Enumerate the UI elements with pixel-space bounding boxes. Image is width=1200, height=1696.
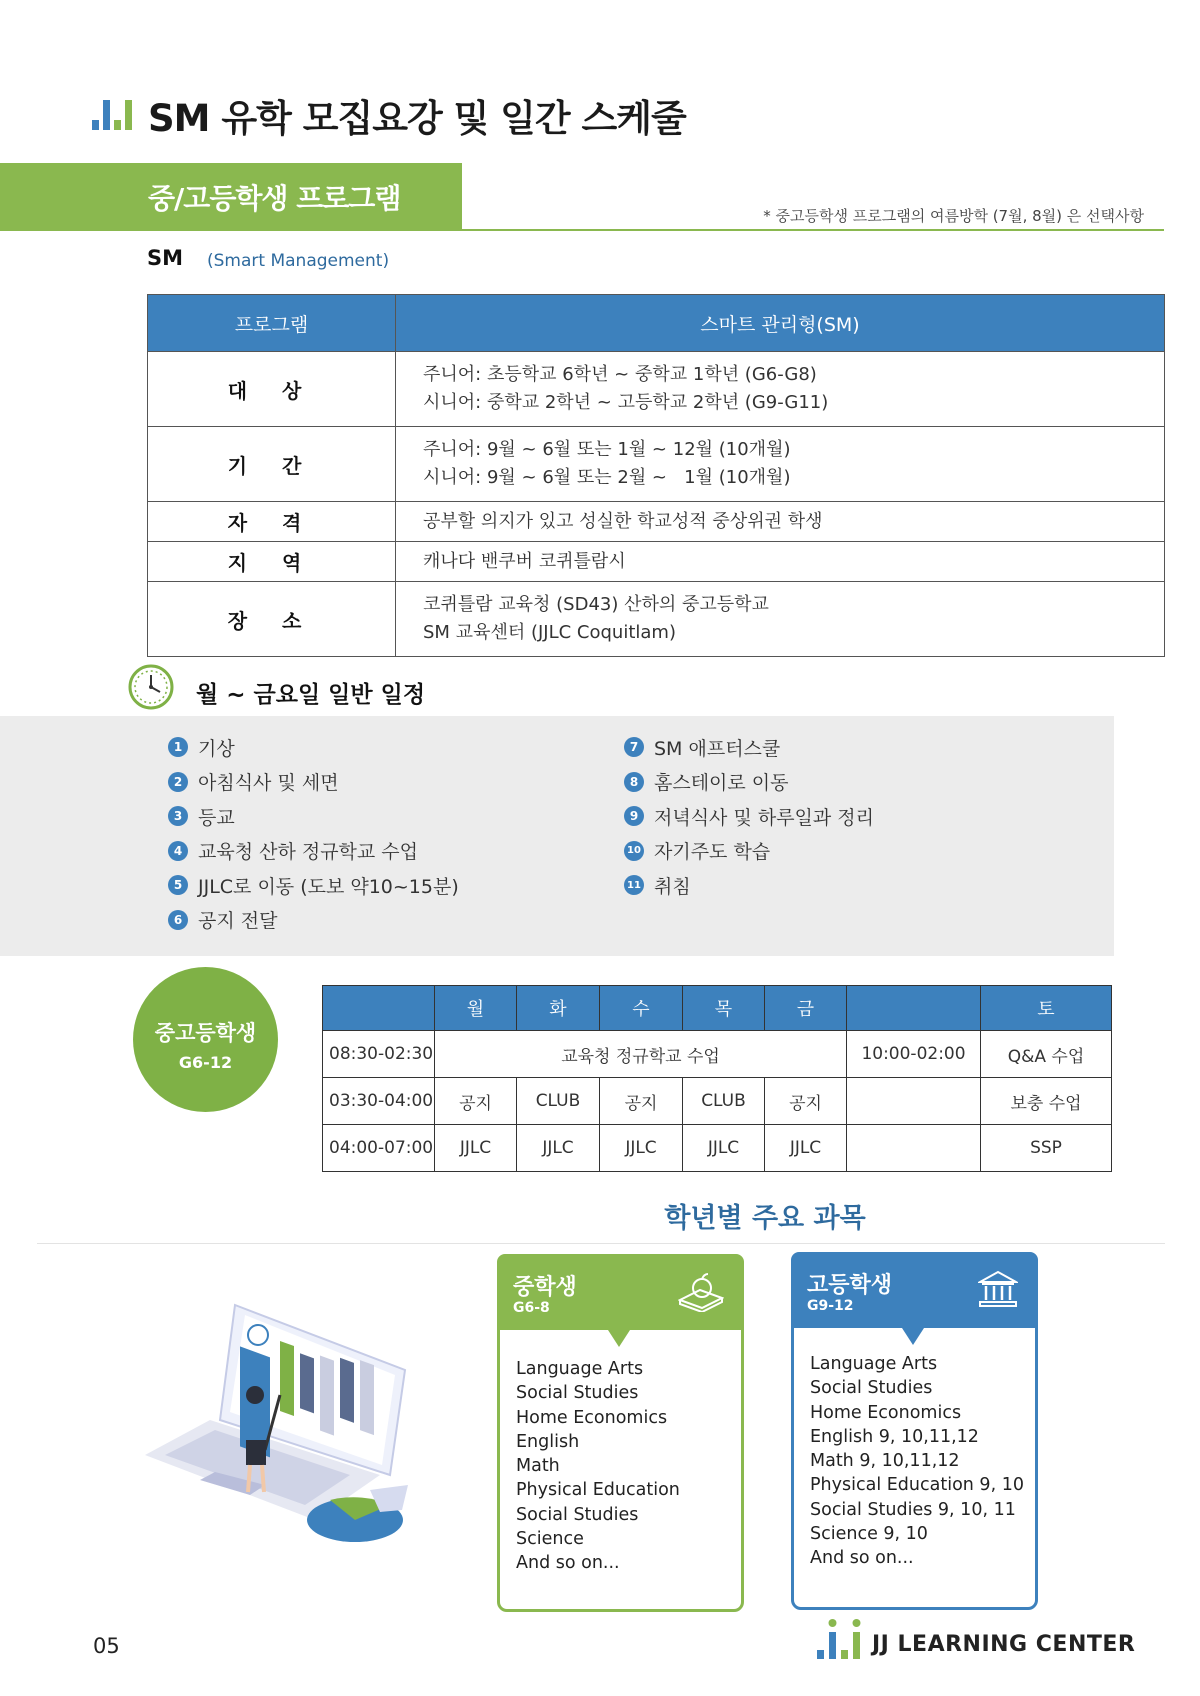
step-number: 10 <box>624 841 644 861</box>
day-cell: 공지 <box>765 1078 847 1125</box>
page-number: 05 <box>93 1634 120 1658</box>
high-school-card <box>791 1252 1038 1610</box>
row-label: 자 격 <box>148 502 396 542</box>
header-cell: 수 <box>600 986 683 1031</box>
table-header-sm: 스마트 관리형(SM) <box>396 295 1165 352</box>
merged-cell: 교육청 정규학교 수업 <box>435 1031 847 1078</box>
subject-list <box>810 1352 1024 1571</box>
list-item <box>168 834 459 869</box>
table-row <box>148 352 1165 427</box>
section-title: 중/고등학생 프로그램 <box>148 182 401 215</box>
jj-logo-icon <box>92 100 132 130</box>
section-band <box>0 163 462 231</box>
header-cell: 목 <box>683 986 765 1031</box>
list-item <box>624 765 874 800</box>
step-number: 1 <box>168 737 188 757</box>
day-cell: 공지 <box>435 1078 517 1125</box>
list-item <box>624 799 874 834</box>
header-cell: 월 <box>435 986 517 1031</box>
sat-time-cell: 10:00-02:00 <box>847 1031 981 1078</box>
list-item: Math 9, 10,11,12 <box>810 1451 960 1472</box>
list-item: And so on... <box>810 1548 914 1569</box>
schedule-list-left <box>168 730 459 937</box>
list-item: Math <box>516 1456 560 1477</box>
schedule-title: 월 ~ 금요일 일반 일정 <box>196 682 426 708</box>
table-row <box>148 582 1165 657</box>
summer-note: * 중고등학생 프로그램의 여름방학 (7월, 8월) 은 선택사항 <box>763 207 1144 225</box>
step-number: 4 <box>168 841 188 861</box>
row-value <box>396 582 1165 657</box>
table-row <box>148 542 1165 582</box>
laptop-illustration-icon <box>140 1300 440 1560</box>
row-label: 대 상 <box>148 352 396 427</box>
schedule-box <box>0 716 1114 956</box>
time-cell: 08:30-02:30 <box>323 1031 435 1078</box>
jj-logo-icon <box>815 1618 865 1660</box>
card-title: 중학생 <box>513 1275 577 1300</box>
step-text: 자기주도 학습 <box>654 841 771 864</box>
list-item: Social Studies <box>516 1504 639 1525</box>
value-line: 시니어: 중학교 2학년 ~ 고등학교 2학년 (G9-G11) <box>423 392 829 413</box>
step-number: 8 <box>624 772 644 792</box>
card-pointer <box>608 1330 630 1347</box>
list-item: Physical Education 9, 10 <box>810 1475 1024 1496</box>
list-item: Language Arts <box>516 1359 644 1379</box>
sat-cell: 보충 수업 <box>981 1078 1112 1125</box>
card-grade: G9-12 <box>807 1298 854 1314</box>
weekly-schedule-table <box>322 985 1112 1172</box>
day-cell: JJLC <box>517 1125 600 1172</box>
row-label: 지 역 <box>148 542 396 582</box>
sat-cell: SSP <box>981 1125 1112 1172</box>
day-cell: JJLC <box>683 1125 765 1172</box>
list-item: Social Studies 9, 10, 11 <box>810 1499 1016 1520</box>
list-item <box>168 903 459 938</box>
header-cell: 토 <box>981 986 1112 1031</box>
row-value: 공부할 의지가 있고 성실한 학교성적 중상위권 학생 <box>396 502 1165 542</box>
step-text: 홈스테이로 이동 <box>654 772 789 795</box>
value-line: 주니어: 9월 ~ 6월 또는 1월 ~ 12월 (10개월) <box>423 439 791 460</box>
step-text: 아침식사 및 세면 <box>198 772 339 795</box>
schedule-list-right <box>624 730 874 903</box>
section-divider <box>462 229 1164 231</box>
empty-cell <box>847 1125 981 1172</box>
row-label: 기 간 <box>148 427 396 502</box>
row-value <box>396 352 1165 427</box>
list-item: And so on... <box>516 1553 620 1574</box>
header-cell: 금 <box>765 986 847 1031</box>
table-row <box>323 1125 1112 1172</box>
list-item: Science 9, 10 <box>810 1524 928 1545</box>
list-item <box>168 765 459 800</box>
day-cell: JJLC <box>600 1125 683 1172</box>
table-header-program: 프로그램 <box>148 295 396 352</box>
sm-subtitle: (Smart Management) <box>207 251 390 271</box>
list-item: English 9, 10,11,12 <box>810 1426 979 1447</box>
day-cell: 공지 <box>600 1078 683 1125</box>
step-text: JJLC로 이동 (도보 약10~15분) <box>198 875 459 898</box>
list-item: Physical Education <box>516 1480 680 1501</box>
list-item <box>624 834 874 869</box>
page-title: SM 유학 모집요강 및 일간 스케줄 <box>148 97 686 140</box>
list-item: Social Studies <box>516 1383 639 1404</box>
list-item: Language Arts <box>810 1354 938 1374</box>
step-number: 3 <box>168 806 188 826</box>
step-text: 취침 <box>654 875 691 898</box>
table-row <box>323 1078 1112 1125</box>
list-item <box>168 799 459 834</box>
subject-list <box>516 1357 680 1576</box>
step-text: 등교 <box>198 806 235 829</box>
time-cell: 04:00-07:00 <box>323 1125 435 1172</box>
header-cell <box>323 986 435 1031</box>
value-line: SM 교육센터 (JJLC Coquitlam) <box>423 622 676 643</box>
card-title: 고등학생 <box>807 1273 893 1298</box>
step-number: 6 <box>168 910 188 930</box>
list-item <box>168 730 459 765</box>
list-item: Science <box>516 1529 584 1550</box>
step-number: 2 <box>168 772 188 792</box>
card-header <box>791 1252 1038 1328</box>
row-value <box>396 427 1165 502</box>
step-number: 9 <box>624 806 644 826</box>
step-number: 11 <box>624 875 644 895</box>
list-item: Home Economics <box>516 1407 668 1428</box>
table-header-row <box>148 295 1165 352</box>
list-item: English <box>516 1431 580 1452</box>
list-item: Social Studies <box>810 1378 933 1399</box>
table-row <box>148 427 1165 502</box>
badge-title: 중고등학생 <box>154 1021 257 1045</box>
time-cell: 03:30-04:00 <box>323 1078 435 1125</box>
value-line: 시니어: 9월 ~ 6월 또는 2월 ~ 1월 (10개월) <box>423 467 791 488</box>
school-building-icon <box>978 1270 1018 1308</box>
step-number: 7 <box>624 737 644 757</box>
student-badge <box>133 967 278 1112</box>
card-header <box>497 1254 744 1330</box>
divider <box>37 1243 1165 1244</box>
sm-label: SM <box>147 246 184 270</box>
badge-grade: G6-12 <box>178 1053 233 1072</box>
empty-cell <box>847 1078 981 1125</box>
list-item <box>624 868 874 903</box>
card-grade: G6-8 <box>513 1300 550 1316</box>
clock-icon <box>128 664 174 710</box>
header-cell: 화 <box>517 986 600 1031</box>
step-number: 5 <box>168 875 188 895</box>
row-label: 장 소 <box>148 582 396 657</box>
page-header <box>92 88 686 142</box>
card-pointer <box>902 1328 924 1345</box>
list-item <box>168 868 459 903</box>
book-apple-icon <box>678 1272 724 1312</box>
table-row <box>323 1031 1112 1078</box>
step-text: 기상 <box>198 737 235 760</box>
list-item: Home Economics <box>810 1402 962 1423</box>
table-row <box>148 502 1165 542</box>
sat-cell: Q&A 수업 <box>981 1031 1112 1078</box>
step-text: 교육청 산하 정규학교 수업 <box>198 841 419 864</box>
subjects-title: 학년별 주요 과목 <box>664 1203 866 1234</box>
day-cell: JJLC <box>435 1125 517 1172</box>
step-text: 공지 전달 <box>198 910 278 933</box>
header-cell <box>847 986 981 1031</box>
middle-school-card <box>497 1254 744 1612</box>
step-text: SM 애프터스쿨 <box>654 737 781 760</box>
value-line: 코퀴틀람 교육청 (SD43) 산하의 중고등학교 <box>423 594 769 615</box>
value-line: 주니어: 초등학교 6학년 ~ 중학교 1학년 (G6-G8) <box>423 364 817 385</box>
day-cell: CLUB <box>683 1078 765 1125</box>
day-cell: JJLC <box>765 1125 847 1172</box>
footer-brand: JJ LEARNING CENTER <box>872 1632 1136 1657</box>
day-cell: CLUB <box>517 1078 600 1125</box>
program-info-table <box>147 294 1165 657</box>
list-item <box>624 730 874 765</box>
table-header-row <box>323 986 1112 1031</box>
row-value: 캐나다 밴쿠버 코퀴틀람시 <box>396 542 1165 582</box>
step-text: 저녁식사 및 하루일과 정리 <box>654 806 875 829</box>
